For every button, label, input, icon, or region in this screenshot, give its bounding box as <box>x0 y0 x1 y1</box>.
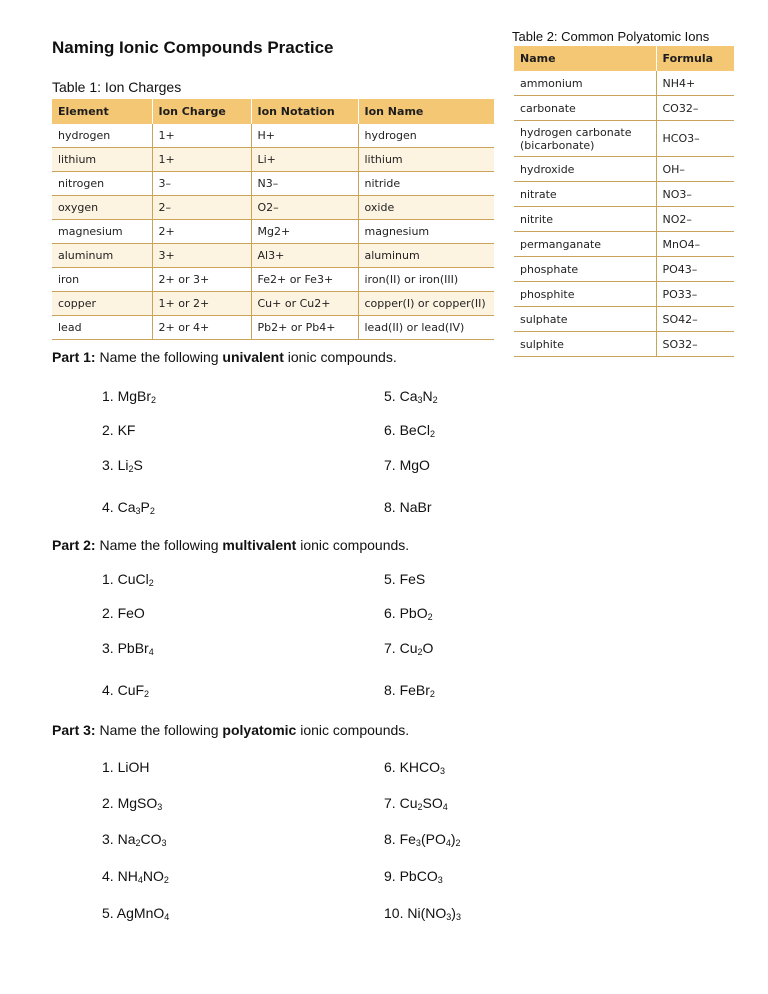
cell-ion-name: phosphite <box>514 282 656 307</box>
table2-caption: Table 2: Common Polyatomic Ions <box>512 29 710 44</box>
question-item: 10. $Ni(NO_3)_3$ <box>384 905 461 922</box>
cell-ion-name: lithium <box>358 148 494 172</box>
cell-ion-name: hydrogen carbonate (bicarbonate) <box>514 121 656 157</box>
question-item: 1. LiOH <box>102 759 150 775</box>
question-item: 1. MgBr$_2$ <box>102 388 157 405</box>
part1-post: ionic compounds. <box>283 349 397 365</box>
table-row <box>52 196 494 220</box>
header-ion-name: Ion Name <box>358 99 494 124</box>
cell-ion-name: hydroxide <box>514 157 656 182</box>
table-row <box>514 121 734 157</box>
question-item: 3. $Na_2CO_3$ <box>102 831 167 848</box>
cell-ion-name: magnesium <box>358 220 494 244</box>
polyatomic-ions-table <box>514 46 734 357</box>
page-title: Naming Ionic Compounds Practice <box>52 38 334 57</box>
table-row <box>514 257 734 282</box>
cell-ion-name: ammonium <box>514 71 656 96</box>
question-item: 6. PbO$_2$ <box>384 605 433 622</box>
part1-label: Part 1: <box>52 349 96 365</box>
cell-ion-name: carbonate <box>514 96 656 121</box>
question-item: 6. $KHCO_3$ <box>384 759 446 776</box>
table-row <box>52 124 494 148</box>
table-row <box>514 307 734 332</box>
part2-keyword: multivalent <box>222 537 297 553</box>
question-item: 7. MgO <box>384 457 430 473</box>
cell-notation: Li+ <box>251 148 358 172</box>
part1-heading <box>52 349 397 365</box>
part2-heading <box>52 537 409 553</box>
question-item: 1. CuCl$_2$ <box>102 571 154 588</box>
table-row <box>52 148 494 172</box>
cell-ion-name: aluminum <box>358 244 494 268</box>
header-formula: Formula <box>656 46 734 71</box>
question-item: 8. $Fe_3(PO_4)_2$ <box>384 831 461 848</box>
part3-label: Part 3: <box>52 722 96 738</box>
cell-ion-name: phosphate <box>514 257 656 282</box>
cell-notation: Al3+ <box>251 244 358 268</box>
table-row <box>514 282 734 307</box>
cell-charge: 1+ <box>152 124 251 148</box>
question-item: 7. $Cu_2SO_4$ <box>384 795 448 812</box>
question-item: 8. NaBr <box>384 499 432 515</box>
table1-caption: Table 1: Ion Charges <box>52 79 182 95</box>
table-row <box>514 207 734 232</box>
table-row <box>514 232 734 257</box>
question-item: 2. KF <box>102 422 136 438</box>
table-row <box>514 96 734 121</box>
table-row <box>52 220 494 244</box>
cell-formula: CO32– <box>656 96 734 121</box>
cell-ion-name: oxide <box>358 196 494 220</box>
cell-formula: HCO3– <box>656 121 734 157</box>
cell-formula: NH4+ <box>656 71 734 96</box>
cell-element: copper <box>52 292 152 316</box>
cell-element: magnesium <box>52 220 152 244</box>
cell-element: lithium <box>52 148 152 172</box>
part1-keyword: univalent <box>222 349 284 365</box>
cell-element: nitrogen <box>52 172 152 196</box>
table-row <box>52 268 494 292</box>
part3-post: ionic compounds. <box>296 722 410 738</box>
ion-charges-table <box>52 99 494 340</box>
question-item: 5. FeS <box>384 571 426 587</box>
cell-formula: NO2– <box>656 207 734 232</box>
cell-notation: Fe2+ or Fe3+ <box>251 268 358 292</box>
question-item: 5. $Ca_3N_2$ <box>384 388 438 405</box>
cell-ion-name: copper(I) or copper(II) <box>358 292 494 316</box>
cell-formula: MnO4– <box>656 232 734 257</box>
cell-element: lead <box>52 316 152 340</box>
part2-pre: Name the following <box>95 537 223 553</box>
cell-ion-name: nitrite <box>514 207 656 232</box>
table-row <box>514 157 734 182</box>
question-item: 3. $Li_2S$ <box>102 457 143 474</box>
cell-notation: H+ <box>251 124 358 148</box>
question-item: 2. MgSO$_3$ <box>102 795 163 812</box>
cell-charge: 2+ or 4+ <box>152 316 251 340</box>
cell-element: aluminum <box>52 244 152 268</box>
cell-ion-name: sulphite <box>514 332 656 357</box>
part3-heading <box>52 722 409 738</box>
header-ion-charge: Ion Charge <box>152 99 251 124</box>
question-item: 7. $Cu_2O$ <box>384 640 434 657</box>
cell-notation: Cu+ or Cu2+ <box>251 292 358 316</box>
table-row <box>514 71 734 96</box>
cell-formula: OH– <box>656 157 734 182</box>
table-row <box>52 244 494 268</box>
question-item: 4. CuF$_2$ <box>102 682 150 699</box>
header-ion-notation: Ion Notation <box>251 99 358 124</box>
part3-pre: Name the following <box>95 722 223 738</box>
cell-charge: 3– <box>152 172 251 196</box>
cell-formula: PO33– <box>656 282 734 307</box>
cell-ion-name: hydrogen <box>358 124 494 148</box>
cell-notation: Pb2+ or Pb4+ <box>251 316 358 340</box>
cell-formula: SO32– <box>656 332 734 357</box>
cell-charge: 1+ or 2+ <box>152 292 251 316</box>
cell-element: hydrogen <box>52 124 152 148</box>
cell-formula: SO42– <box>656 307 734 332</box>
header-element: Element <box>52 99 152 124</box>
cell-notation: Mg2+ <box>251 220 358 244</box>
table-row <box>514 332 734 357</box>
cell-ion-name: nitrate <box>514 182 656 207</box>
cell-charge: 2+ or 3+ <box>152 268 251 292</box>
cell-charge: 2+ <box>152 220 251 244</box>
cell-ion-name: permanganate <box>514 232 656 257</box>
cell-ion-name: lead(II) or lead(IV) <box>358 316 494 340</box>
cell-formula: NO3– <box>656 182 734 207</box>
cell-ion-name: iron(II) or iron(III) <box>358 268 494 292</box>
question-item: 4. $NH_4NO_2$ <box>102 868 169 885</box>
question-item: 3. PbBr$_4$ <box>102 640 154 657</box>
cell-element: iron <box>52 268 152 292</box>
question-item: 8. FeBr$_2$ <box>384 682 435 699</box>
table-row <box>52 292 494 316</box>
question-item: 6. BeCl$_2$ <box>384 422 435 439</box>
cell-ion-name: nitride <box>358 172 494 196</box>
table-row <box>52 172 494 196</box>
question-item: 2. FeO <box>102 605 145 621</box>
question-item: 5. AgMnO$_4$ <box>102 905 170 922</box>
cell-element: oxygen <box>52 196 152 220</box>
cell-charge: 2– <box>152 196 251 220</box>
question-item: 9. PbCO$_3$ <box>384 868 443 885</box>
part2-post: ionic compounds. <box>296 537 410 553</box>
table-row <box>52 316 494 340</box>
part2-label: Part 2: <box>52 537 96 553</box>
table-row <box>514 182 734 207</box>
part1-pre: Name the following <box>95 349 223 365</box>
table-header-row <box>514 46 734 71</box>
cell-notation: N3– <box>251 172 358 196</box>
part3-keyword: polyatomic <box>222 722 297 738</box>
cell-formula: PO43– <box>656 257 734 282</box>
cell-notation: O2– <box>251 196 358 220</box>
cell-charge: 1+ <box>152 148 251 172</box>
table-header-row <box>52 99 494 124</box>
question-item: 4. $Ca_3P_2$ <box>102 499 155 516</box>
header-name: Name <box>514 46 656 71</box>
cell-ion-name: sulphate <box>514 307 656 332</box>
cell-charge: 3+ <box>152 244 251 268</box>
